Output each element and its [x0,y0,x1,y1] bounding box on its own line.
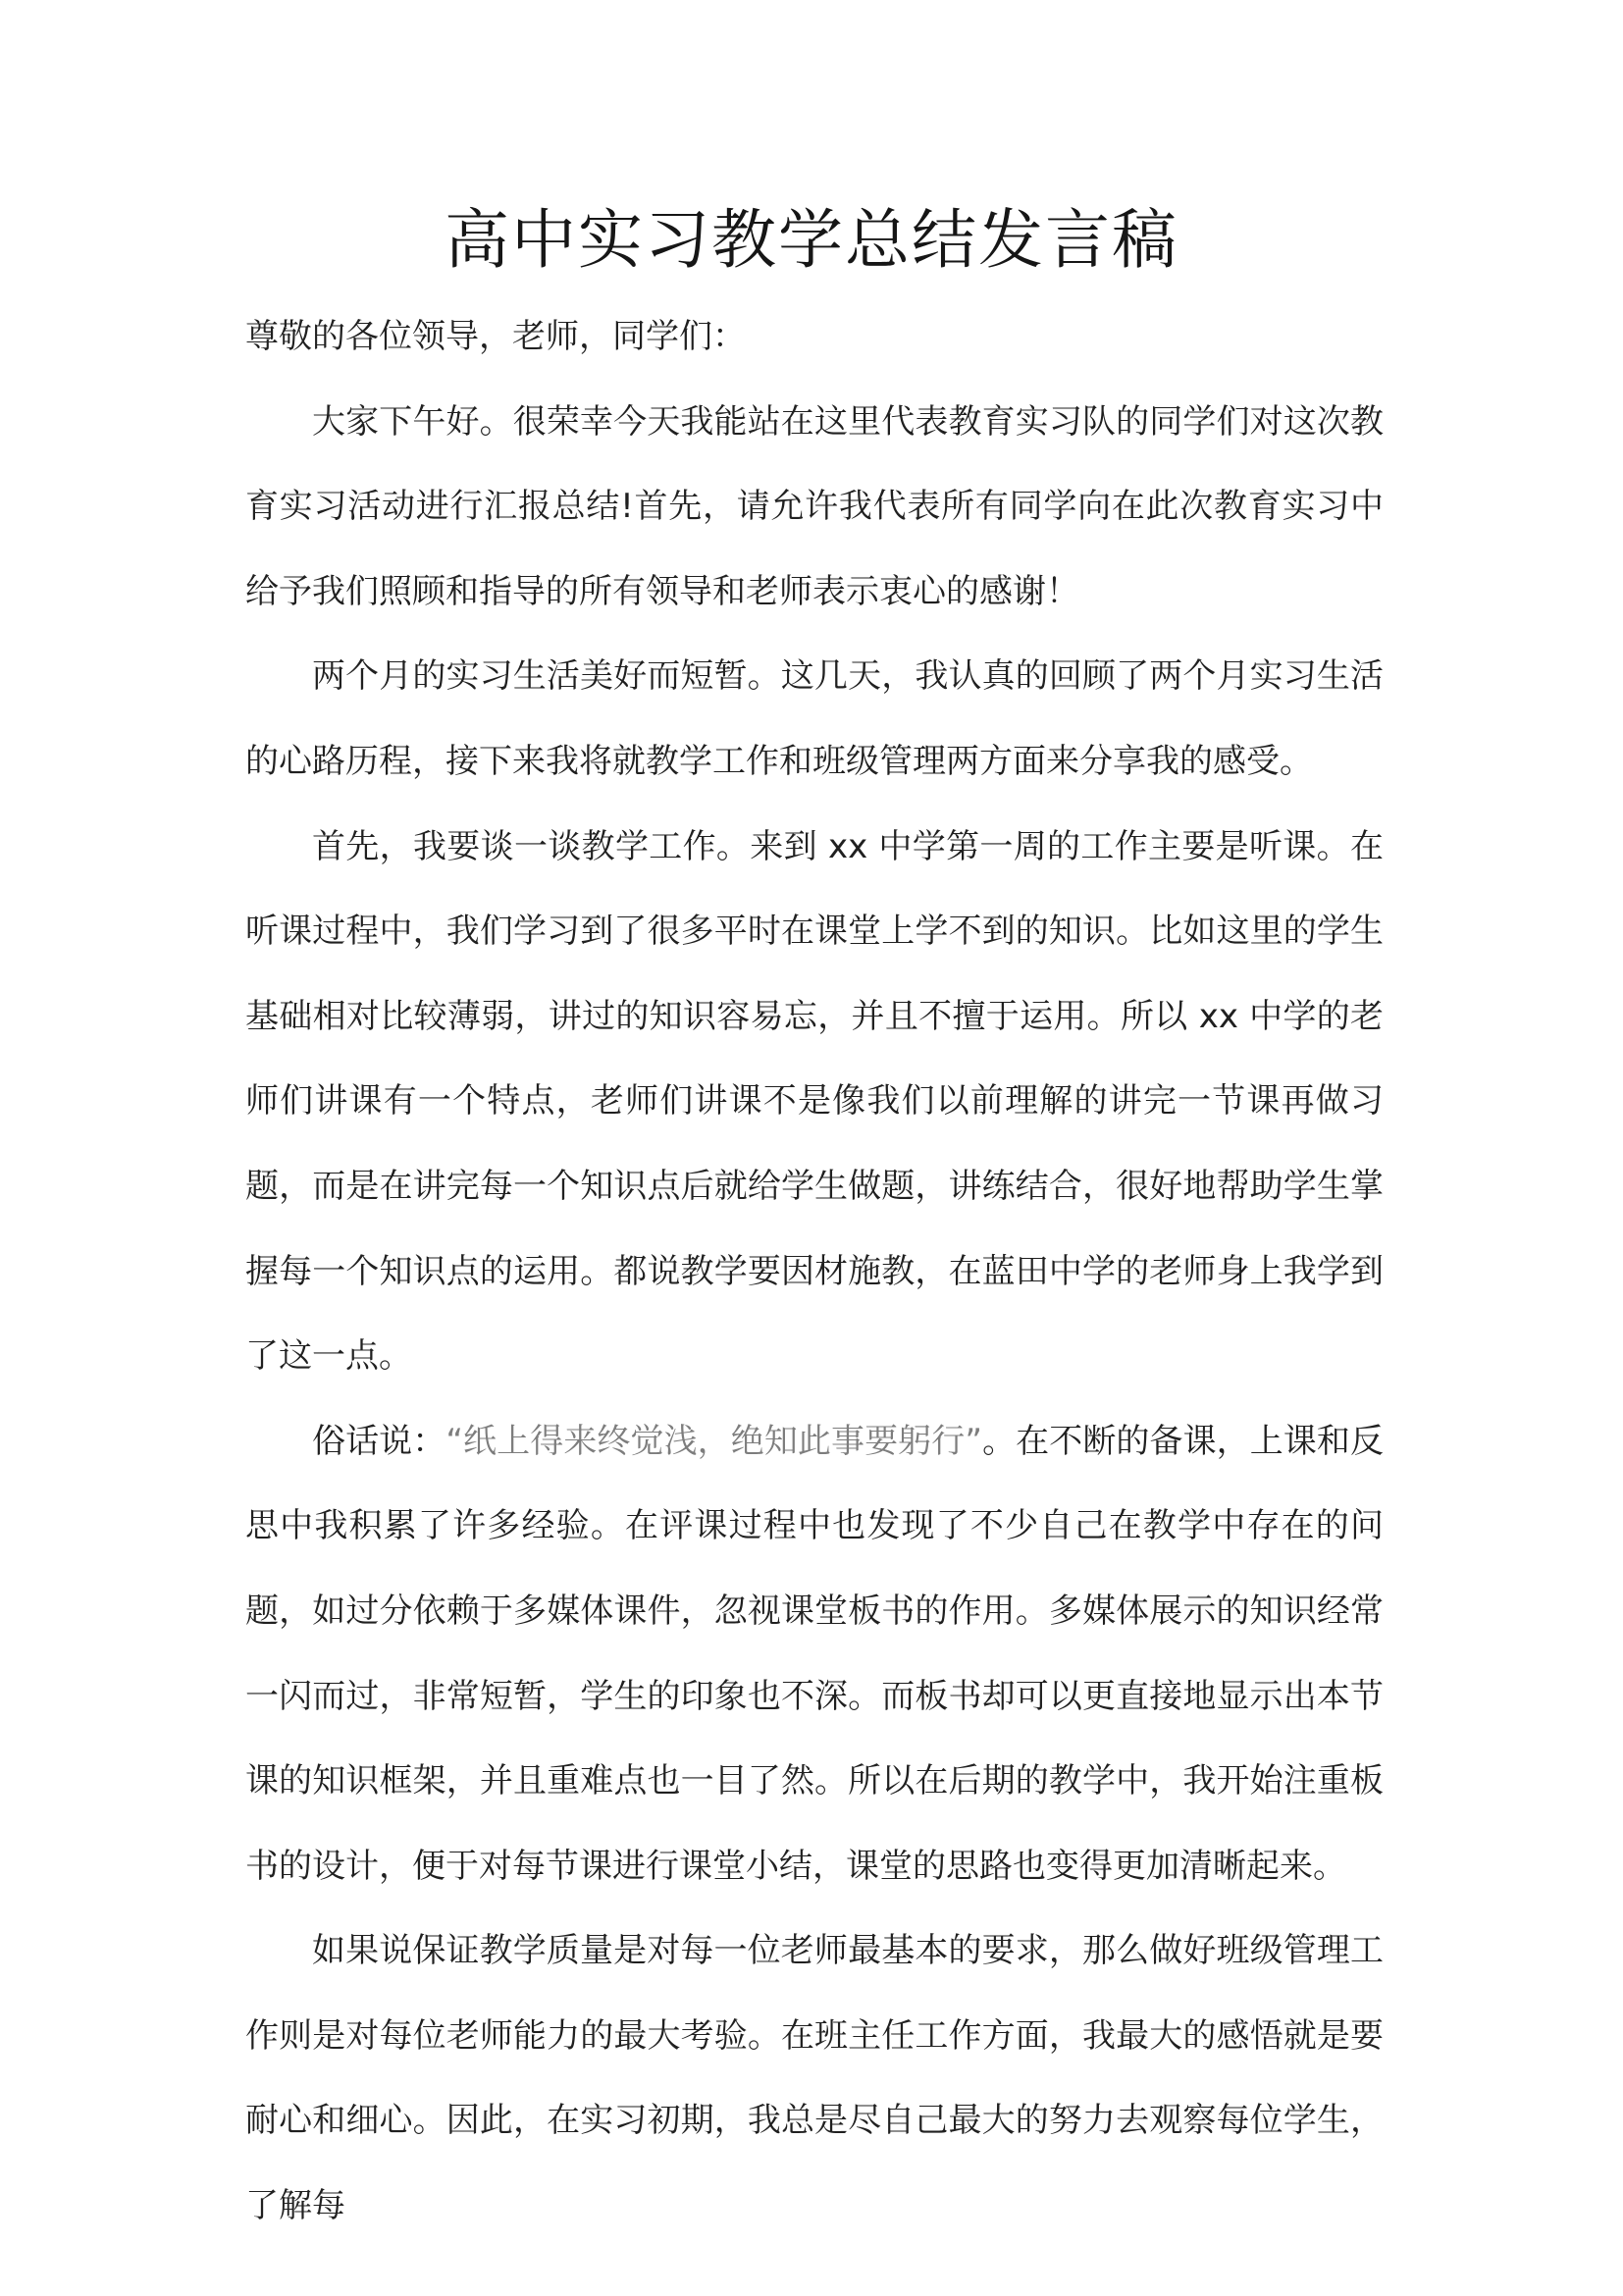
salutation: 尊敬的各位领导，老师，同学们： [245,317,746,356]
document-title: 高中实习教学总结发言稿 [445,202,1178,278]
proverb-lead: 俗话说： [312,1421,446,1461]
paragraph-greeting: 大家下午好。很荣幸今天我能站在这里代表教育实习队的同学们对这次教育实习活动进行汇报总结!首先，请允许我代表所有同学向在此次教育实习中给予我们照顾和指导的所有领导和老师表示衷心的感谢！ [245,401,1384,611]
paragraph-proverb [245,1399,1384,1909]
paragraph-teaching-work: 首先，我要谈一谈教学工作。来到 xx 中学第一周的工作主要是听课。在听课过程中，我们学习到了很多平时在课堂上学不到的知识。比如这里的学生基础相对比较薄弱，讲过的知识容易忘，并且不擅于运用。所以 xx 中学的老师们讲课有一个特点，老师们讲课不是像我们以前理解的讲完一节课再做习题，而是在讲完每一个知识点后就给学生做题，讲练结合，很好地帮助学生掌握每一个知识点的运用。都说教学要因材施教，在蓝田中学的老师身上我学到了这一点。 [245,826,1384,1377]
proverb-rest: 。在不断的备课，上课和反思中我积累了许多经验。在评课过程中也发现了不少自己在教学中存在的问题，如过分依赖于多媒体课件，忽视课堂板书的作用。多媒体展示的知识经常一闪而过，非常短暂，学生的印象也不深。而板书却可以更直接地显示出本节课的知识框架，并且重难点也一目了然。所以在后期的教学中，我开始注重板书的设计，便于对每节课进行课堂小结，课堂的思路也变得更加清晰起来。 [245,1421,1385,1886]
proverb-quote: “纸上得来终觉浅，绝知此事要躬行” [445,1421,982,1461]
paragraph-review: 两个月的实习生活美好而短暂。这几天，我认真的回顾了两个月实习生活的心路历程，接下来我将就教学工作和班级管理两方面来分享我的感受。 [245,656,1384,781]
document-body [245,294,1384,2249]
paragraph-class-management: 如果说保证教学质量是对每一位老师最基本的要求，那么做好班级管理工作则是对每位老师能力的最大考验。在班主任工作方面，我最大的感悟就是要耐心和细心。因此，在实习初期，我总是尽自己最大的努力去观察每位学生，了解每 [245,1931,1384,2226]
